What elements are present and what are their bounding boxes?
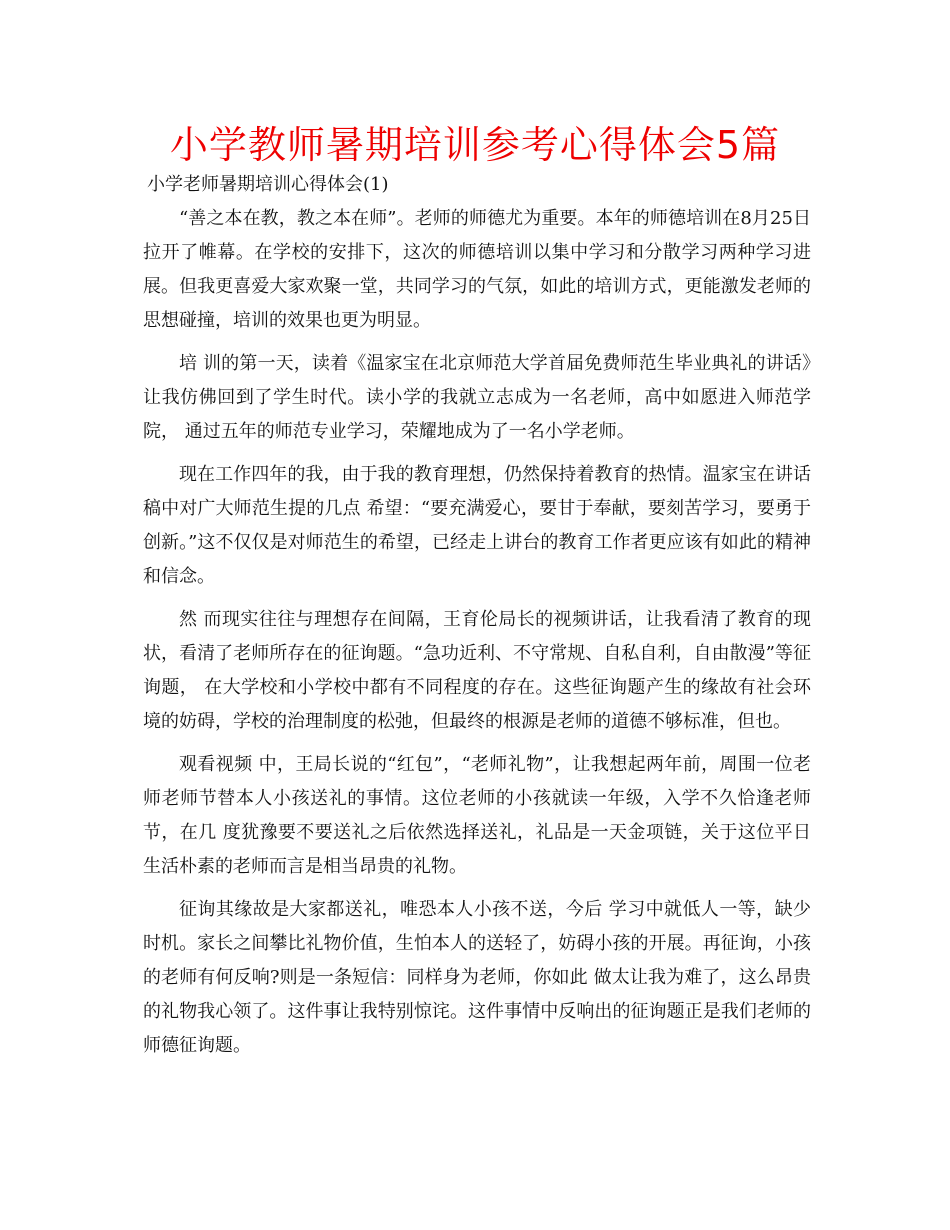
document-body <box>143 168 811 1072</box>
document-title: 小学教师暑期培训参考心得体会5篇 <box>169 123 781 167</box>
paragraph: “善之本在教，教之本在师”。老师的师德尤为重要。本年的师德培训在8月25日拉开了帷幕。在学校的安排下，这次的师德培训以集中学习和分散学习两种学习进展。但我更喜爱大家欢聚一堂，共同学习的气氛，如此的培训方式，更能激发老师的思想碰撞，培训的效果也更为明显。 <box>143 208 811 331</box>
paragraph: 然 而现实往往与理想存在间隔，王育伦局长的视频讲话，让我看清了教育的现状，看清了老师所存在的征询题。“急功近利、不守常规、自私自利，自由散漫”等征询题， 在大学校和小学校中都有不同程度的存在。这些征询题产生的缘故有社会环境的妨碍，学校的治理制度的松弛，但最终的根源是老师的道德不够标准，但也。 <box>143 609 811 732</box>
paragraph: 征询其缘故是大家都送礼，唯恐本人小孩不送，今后 学习中就低人一等，缺少时机。家长之间攀比礼物价值，生怕本人的送轻了，妨碍小孩的开展。再征询，小孩的老师有何反响?则是一条短信：同样身为老师，你如此 做太让我为难了，这么昂贵的礼物我心领了。这件事让我特别惊诧。这件事情中反响出的征询题正是我们老师的师德征询题。 <box>143 899 811 1056</box>
paragraph: 观看视频 中，王局长说的“红包”，“老师礼物”，让我想起两年前，周围一位老师老师节替本人小孩送礼的事情。这位老师的小孩就读一年级，入学不久恰逢老师节，在几 度犹豫要不要送礼之后依然选择送礼，礼品是一天金项链，关于这位平日生活朴素的老师而言是相当昂贵的礼物。 <box>143 754 811 877</box>
section-subtitle: 小学老师暑期培训心得体会(1) <box>147 174 389 195</box>
paragraph: 现在工作四年的我，由于我的教育理想，仍然保持着教育的热情。温家宝在讲话稿中对广大师范生提的几点 希望：“要充满爱心，要甘于奉献，要刻苦学习，要勇于创新。”这不仅仅是对师范生的希望，已经走上讲台的教育工作者更应该有如此的精神和信念。 <box>143 464 811 587</box>
paragraph: 培 训的第一天，读着《温家宝在北京师范大学首届免费师范生毕业典礼的讲话》让我仿佛回到了学生时代。读小学的我就立志成为一名老师，高中如愿进入师范学院， 通过五年的师范专业学习，荣耀地成为了一名小学老师。 <box>143 353 811 442</box>
